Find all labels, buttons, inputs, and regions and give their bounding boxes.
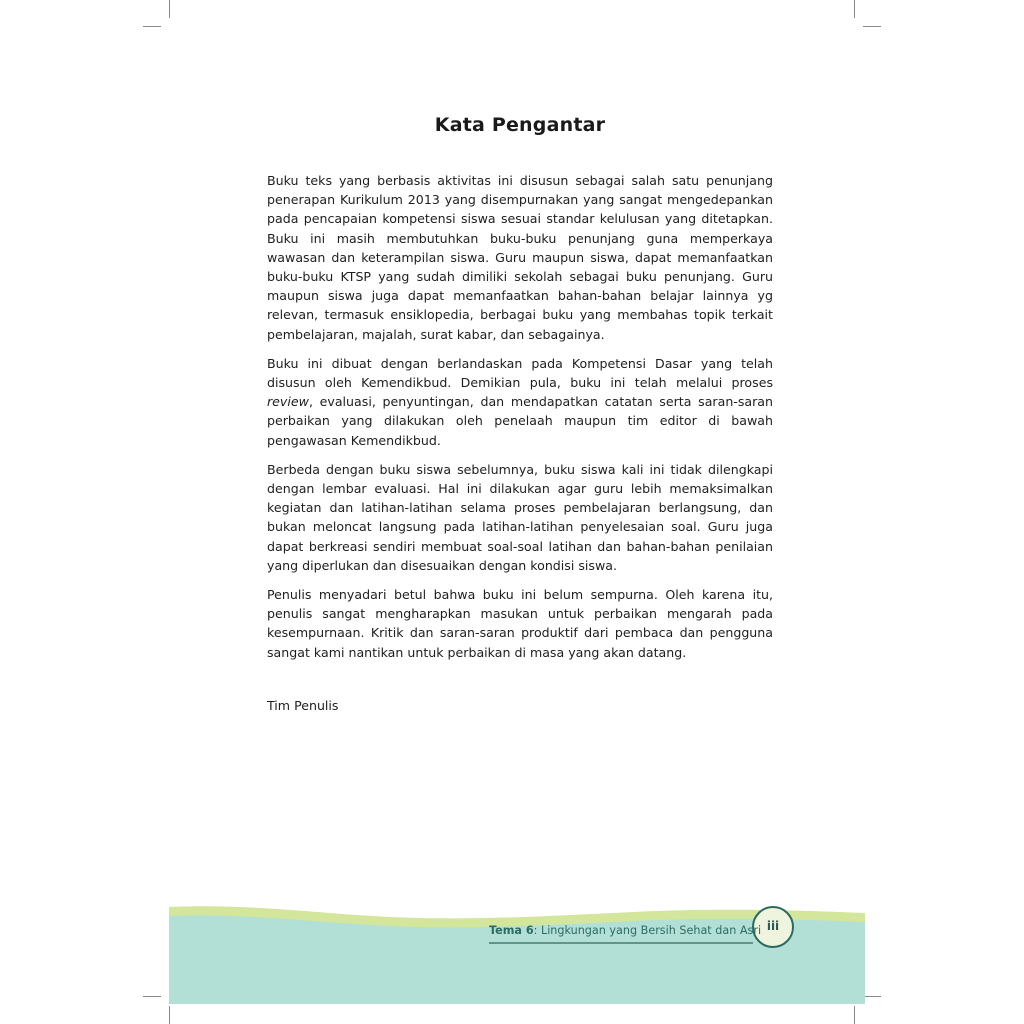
page-title: Kata Pengantar [434, 114, 606, 136]
paragraph-2-italic-term: review [267, 394, 309, 410]
footer-tema-number: Tema 6 [489, 924, 534, 937]
signature: Tim Penulis [267, 698, 339, 713]
footer-theme-label [489, 924, 761, 937]
footer-separator: : [533, 924, 538, 937]
paragraph-2-text-start: Buku ini dibuat dengan berlandaskan pada Kompetensi Dasar yang telah disusun oleh Kemendikbud. Demikian pula, buku ini telah melalui proses [267, 355, 773, 391]
page-number: iii [766, 919, 780, 933]
paragraph-4: Penulis menyadari betul bahwa buku ini belum sempurna. Oleh karena itu, penulis sangat mengharapkan masukan untuk perbaikan mengarah pada kesempurnaan. Kritik dan saran-saran produktif dari pembaca dan pengguna sangat kami nantikan untuk perbaikan di masa yang akan datang. [267, 587, 773, 660]
paragraph-2-text-end: , evaluasi, penyuntingan, dan mendapatkan catatan serta saran-saran perbaikan yang dilakukan oleh penelaah maupun tim editor di bawah pengawasan Kemendikbud. [267, 394, 773, 448]
paragraph-1: Buku teks yang berbasis aktivitas ini disusun sebagai salah satu penunjang penerapan Kurikulum 2013 yang disempurnakan yang sangat mengedepankan pada pencapaian kompetensi siswa sesuai standar kelulusan yang ditetapkan. Buku ini masih membutuhkan buku-buku penunjang guna memperkaya wawasan dan keterampilan siswa. Guru maupun siswa, dapat memanfaatkan buku-buku KTSP yang sudah dimiliki sekolah sebagai buku penunjang. Guru maupun siswa juga dapat memanfaatkan bahan-bahan belajar lainnya yg relevan, termasuk ensiklopedia, berbagai buku yang membahas topik terkait pembelajaran, majalah, surat kabar, dan sebagainya. [267, 173, 773, 342]
footer-tema-title: Lingkungan yang Bersih Sehat dan Asri [537, 924, 762, 937]
paragraph-3: Berbeda dengan buku siswa sebelumnya, buku siswa kali ini tidak dilengkapi dengan lembar evaluasi. Hal ini dilakukan agar guru lebih memaksimalkan kegiatan dan latihan-latihan selama proses pembelajaran berlangsung, dan bukan meloncat langsung pada latihan-latihan penyelesaian soal. Guru juga dapat berkreasi sendiri membuat soal-soal latihan dan bahan-bahan penilaian yang diperlukan dan disesuaikan dengan kondisi siswa. [267, 461, 773, 573]
